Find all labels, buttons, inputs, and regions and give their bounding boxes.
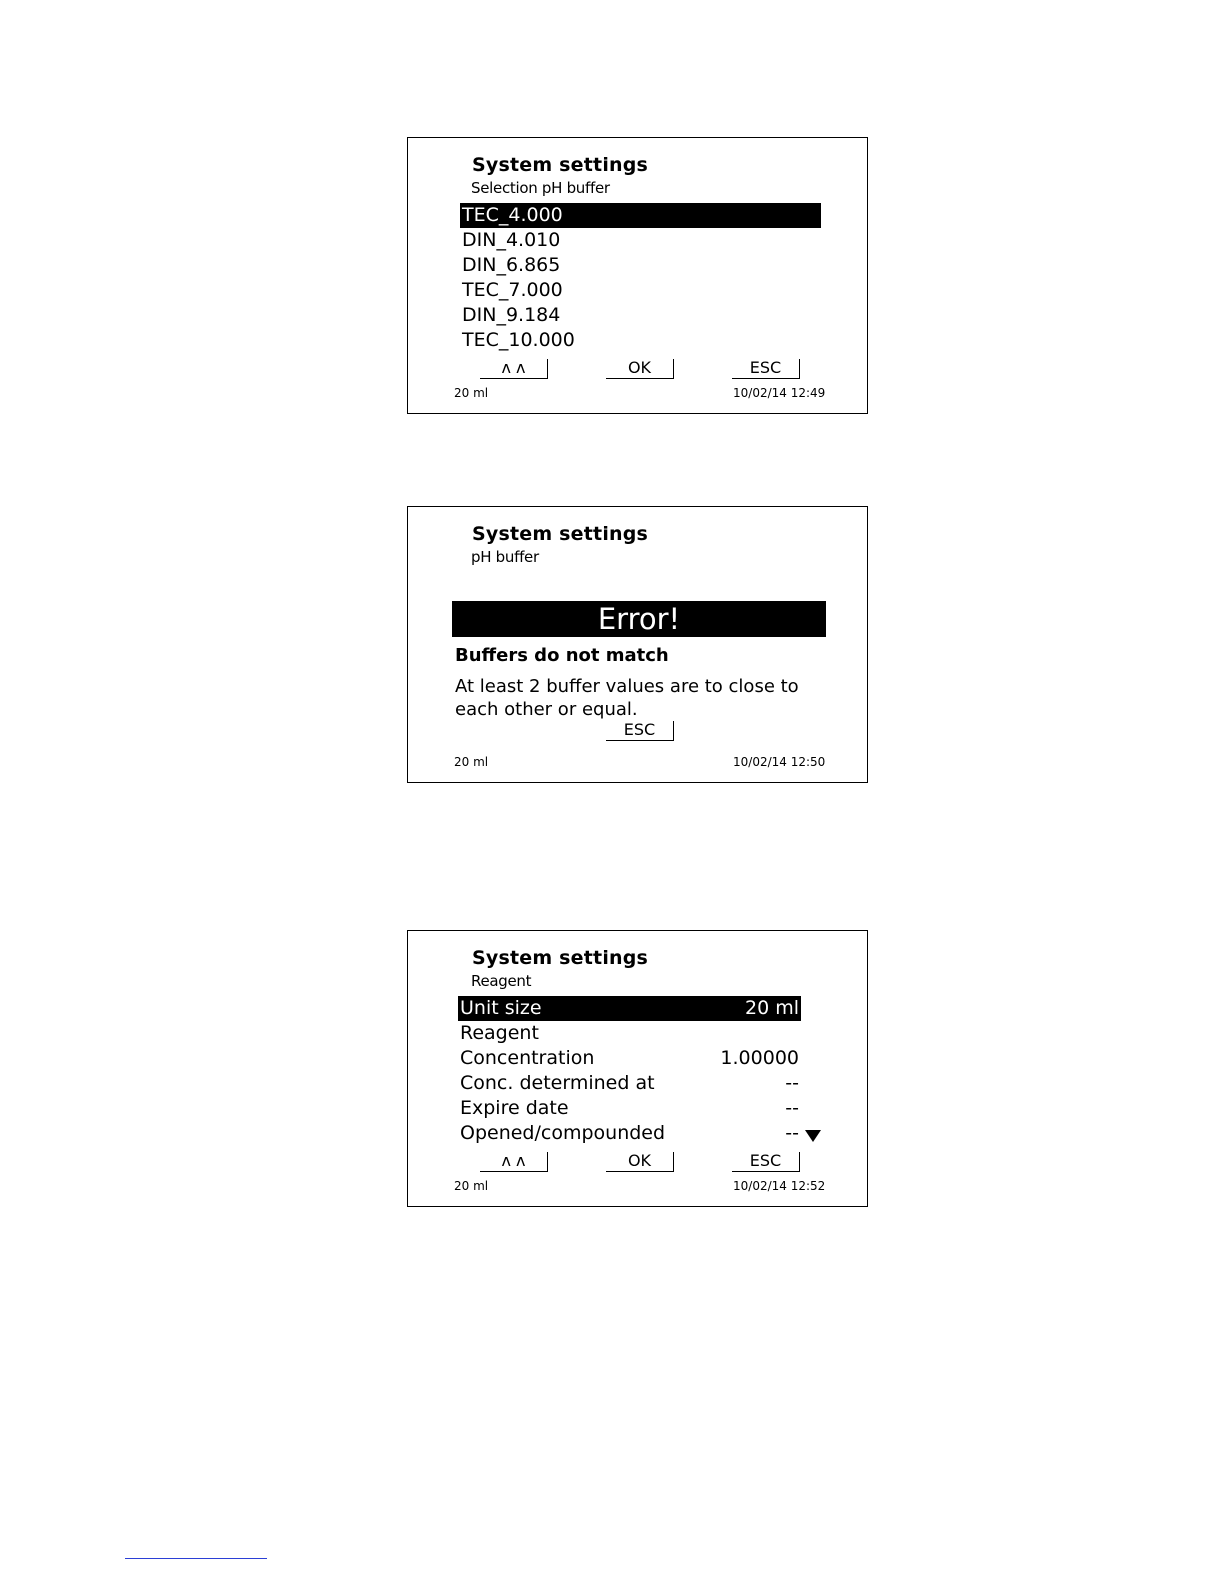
setting-row-opened-compounded[interactable] [458,1121,801,1146]
screen-subtitle: Selection pH buffer [471,179,610,197]
buffer-item[interactable]: TEC_10.000 [462,329,575,351]
setting-label: Expire date [460,1097,569,1119]
reagent-settings-list [458,996,801,1146]
buffer-item[interactable]: DIN_6.865 [462,254,561,276]
up-down-softkey[interactable]: ʌ ʌ [480,1152,548,1172]
esc-softkey[interactable]: ESC [732,1152,800,1172]
scroll-down-icon [805,1130,821,1142]
screen-subtitle: Reagent [471,972,532,990]
setting-label: Concentration [460,1047,595,1069]
setting-label: Opened/compounded [460,1122,666,1144]
ok-softkey[interactable]: OK [606,359,674,379]
setting-value: -- [785,1072,799,1094]
footnote-rule [125,1558,267,1559]
setting-label: Conc. determined at [460,1072,655,1094]
unit-size-status: 20 ml [454,386,489,400]
error-banner: Error! [452,601,826,637]
screen-title: System settings [472,523,649,545]
date-time-status: 10/02/14 12:50 [733,755,826,769]
up-down-softkey[interactable]: ʌ ʌ [480,359,548,379]
buffer-item[interactable]: DIN_9.184 [462,304,561,326]
buffer-item[interactable]: DIN_4.010 [462,229,561,251]
error-heading: Buffers do not match [455,645,669,666]
esc-softkey[interactable]: ESC [732,359,800,379]
setting-row-unit-size[interactable] [458,996,801,1021]
setting-value: -- [785,1122,799,1144]
setting-label: Reagent [460,1022,539,1044]
reagent-settings-screen [407,930,868,1207]
ph-buffer-error-screen [407,506,868,783]
screen-title: System settings [472,154,649,176]
date-time-status: 10/02/14 12:52 [733,1179,826,1193]
buffer-item[interactable]: TEC_4.000 [460,203,821,228]
ok-softkey[interactable]: OK [606,1152,674,1172]
setting-row-expire-date[interactable] [458,1096,801,1121]
selection-ph-buffer-screen [407,137,868,414]
error-message: At least 2 buffer values are to close to each other or equal. [455,676,799,720]
buffer-item[interactable]: TEC_7.000 [462,279,563,301]
setting-value: -- [785,1097,799,1119]
setting-row-conc-determined-at[interactable] [458,1071,801,1096]
unit-size-status: 20 ml [454,755,489,769]
screen-subtitle: pH buffer [471,548,539,566]
date-time-status: 10/02/14 12:49 [733,386,826,400]
screen-title: System settings [472,947,649,969]
setting-label: Unit size [460,997,542,1019]
setting-row-concentration[interactable] [458,1046,801,1071]
setting-value: 20 ml [744,997,799,1019]
setting-value: 1.00000 [720,1047,799,1069]
esc-softkey[interactable]: ESC [606,721,674,741]
unit-size-status: 20 ml [454,1179,489,1193]
setting-row-reagent[interactable] [458,1021,801,1046]
buffer-list [460,203,821,353]
